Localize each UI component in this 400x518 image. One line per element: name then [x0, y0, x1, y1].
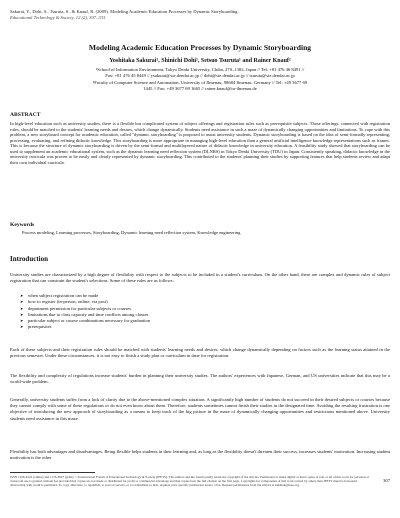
affiliation-line: 1445 // Fax: +49 3677 69 1665 // rainer.knauf@tu-ilmenau.de: [143, 86, 257, 92]
intro-paragraph-1: University studies are characterized by a high degree of flexibility with respect to the subjects to be included in a student's curriculum. On the other hand, there are complex and dynamic rules of subject registration that can constrain the student's selections. Some of these rules are as follows:: [10, 272, 390, 284]
list-item: ➤ prerequisites: [20, 324, 380, 330]
intro-paragraph-3: The flexibility and complexity of regulations increase students' burden in planning their university studies. The authors' experiences with Japanese, German, and US universities indicate that this may be a world-wide problem.: [10, 373, 390, 385]
journal-line: Educational Technology & Society, 12 (2), 307–333.: [10, 15, 107, 20]
list-item: ➤ how to register (in-person, online, via post): [20, 299, 380, 305]
citation-line: Sakurai, Y., Dohi, S., Tsuruta, S., & Knauf, R. (2009). Modeling Academic Education Processes by Dynamic Storyboarding.: [10, 9, 239, 14]
affiliation-line: Fax: +81 476 45 8449 // ysakurai@sie.dendai.ac.jp // dohi@sie.dendai.ac.jp // tsuruta@sie.dendai.ac.jp: [105, 73, 295, 79]
list-item: ➤ limitations due to class capacity and time conflicts among classes: [20, 312, 380, 318]
running-header: [10, 9, 390, 21]
intro-paragraph-5: Flexibility has both advantages and disadvantages. Being flexible helps students in their learning and, as long as the flexibility doesn't threaten their success, increases students' motivation. Increasing student motivation is the other: [10, 449, 390, 461]
affiliations: [28, 67, 372, 93]
list-item: ➤ when subject registration can be made: [20, 293, 380, 299]
keywords-text: Process modeling, Learning processes, Storyboarding, Dynamic learning need reflection system, Knowledge engineering: [22, 230, 241, 235]
footnote-divider: [10, 472, 95, 473]
copyright-footnote: ISSN 1436-4522 (online) and 1176-3647 (print). © International Forum of Educational Technology & Society (IFETS). The authors and the forum jointly retain the copyright of the articles. Permission to make digital or hard copies of part or all of this work for personal or classroom use is granted without fee provided that copies are not made or distributed for profit or commercial advantage and that copies bear the full citation on the first page. Copyrights for components of this work owned by others than IFETS must be honoured. Abstracting with credit is permitted. To copy otherwise, to republish, to post on servers, or to redistribute to lists, requires prior specific permission and/or a fee. Request permissions from the editors at kinshuk@ieee.org.: [10, 475, 370, 488]
keywords-heading: Keywords: [10, 222, 35, 228]
registration-rules-list: [20, 293, 380, 331]
paper-title: Modeling Academic Education Processes by Dynamic Storyboarding: [88, 43, 312, 52]
page-number: 307: [383, 478, 390, 483]
affiliation-line: ²Faculty of Computer Science and Automation, University of Ilmenau, 98684 Ilmenau, Germany // Tel: +49 3677 69: [92, 79, 308, 85]
abstract-heading: ABSTRACT: [10, 112, 41, 118]
affiliation-line: ¹School of Information Environment, Tokyo Denki University, Chiba, 270–1382, Japan // Tel: +81 476 46 8491 //: [95, 67, 305, 72]
introduction-heading: Introduction: [10, 255, 48, 263]
intro-paragraph-4: Generally, university students suffer from a lack of clarity due to the above-mentioned complex situation. A significantly high number of students do not succeed in their desired subjects or courses because they cannot comply with some of these regulations or do not even know about them. Therefore, students sometimes cannot finish their studies in the designated time. Avoiding the resulting frustration is one objective of introducing the new approach of storyboarding as a means to keep track of the big picture in the maze of dynamically changing opportunities and restrictions mentioned above. University students need assistance in this maze.: [10, 397, 390, 421]
intro-paragraph-2: Each of these subjects and their registration rules should be matched with students' learning needs and desires, which change dynamically depending on factors such as the learning status attained in the previous semester. Under these circumstances, it is not easy to finish a study plan or curriculum in time for registration.: [10, 347, 390, 359]
list-item: ➤ department permission for particular subjects or courses: [20, 306, 380, 312]
list-item: ➤ particular subject or course combinations necessary for graduation: [20, 318, 380, 324]
abstract-text: In high-level education such as university studies, there is a flexible but complicated system of subject offerings and registration rules such as prerequisite subjects. Those offerings, connected with registration rules, should be matched to the students' learning needs and desires, which change dynamically. Students need assistance in such a maze of dynamically changing opportunities and limitations. To cope with this problem, a new storyboard concept for academic education, called "dynamic storyboarding" is proposed to assist university students. Dynamic storyboarding is based on the idea of semi-formally representing, processing, evaluating, and refining didactic knowledge. This storyboarding is more appropriate in managing high-level education than a general artificial intelligence knowledge representations such as frames. This is because the structure of dynamic storyboarding is driven by the semi-formal and multilayered nature of didactic knowledge in university education. A feasibility study showed that storyboarding can be used to supplement an academic educational system, such as the dynamic learning need reflection system (DLNRS) in Tokyo Denki University (TDU) in Japan. Consistently speaking, didactic knowledge in the university curricula was proven to be easily and clearly represented by dynamic storyboarding. This contributed to the students' planning their studies by supporting features that help students review and adapt their own individual curricula.: [10, 121, 390, 165]
author-list: Yoshitaka Sakurai¹, Shinichi Dohi¹, Setsuo Tsuruta¹ and Rainer Knauf²: [109, 58, 291, 64]
